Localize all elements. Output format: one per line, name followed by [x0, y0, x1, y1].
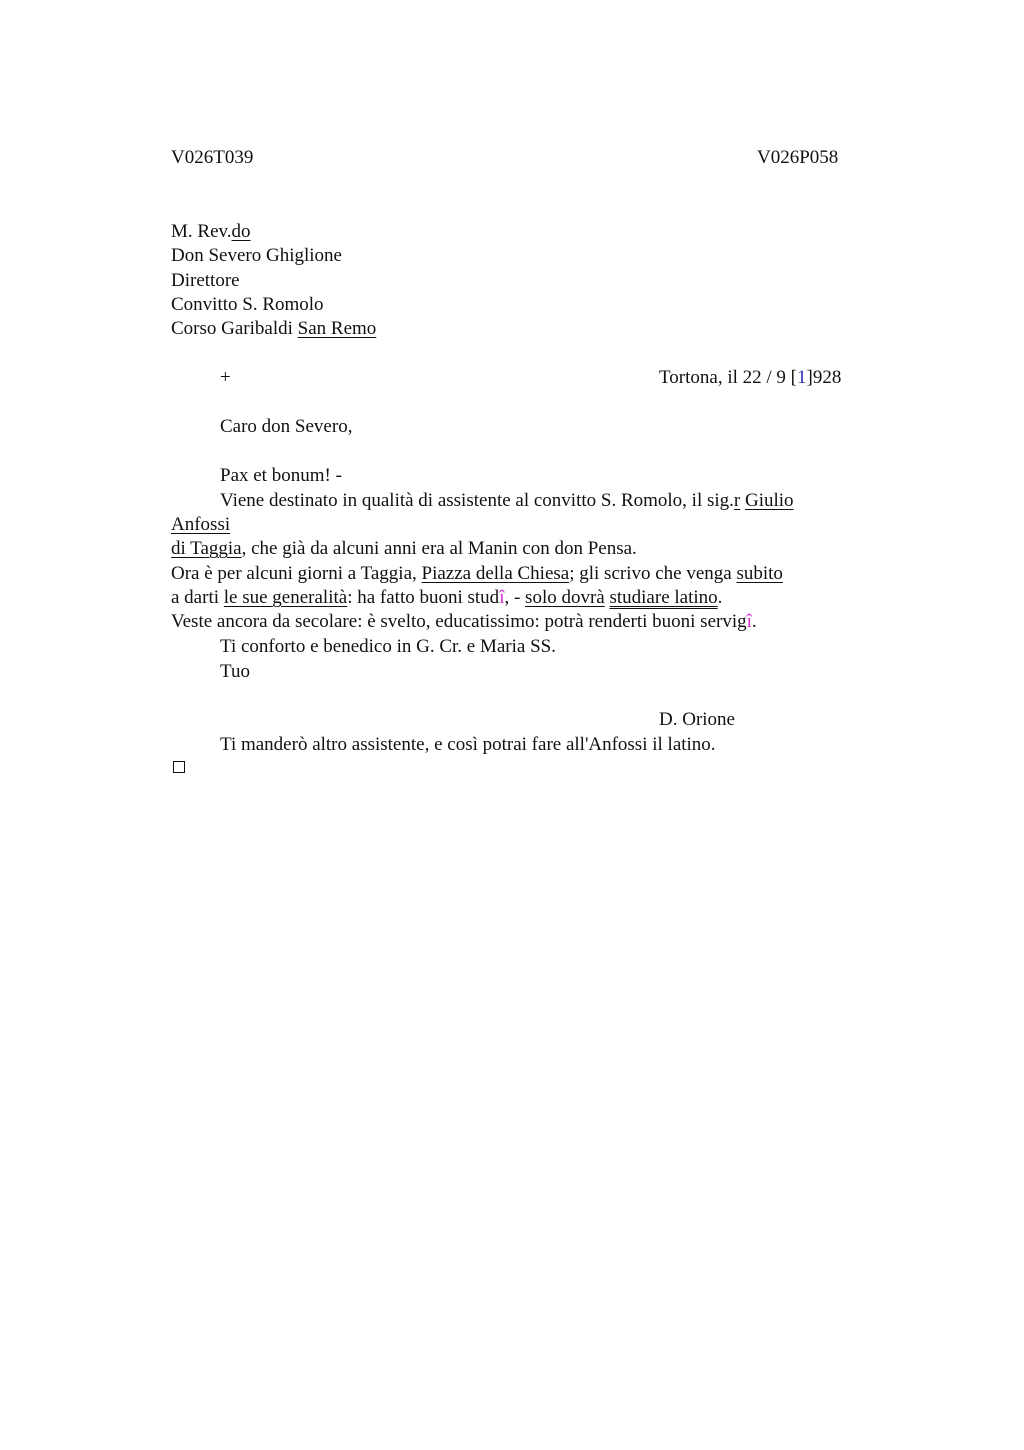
end-of-document-box [173, 761, 185, 773]
body-text: Viene destinato in qualità di assistente al convitto S. Romolo, il sig. [220, 490, 734, 511]
address-line-1 [171, 220, 251, 244]
editorial-mark: î [746, 611, 752, 632]
body-line-1 [220, 489, 794, 513]
date-place: Tortona, il 22 / 9 [659, 367, 791, 388]
address-line-5 [171, 317, 376, 341]
body-line-2 [171, 513, 230, 537]
person-surname: Anfossi [171, 514, 231, 535]
body-text: . [751, 611, 757, 632]
document-code-left: V026T039 [171, 147, 254, 168]
emphasis-solo-dovra: solo dovrà [525, 587, 605, 608]
address-city: San Remo [297, 318, 377, 339]
body-text: , che già da alcuni anni era al Manin con don Pensa. [241, 538, 637, 559]
emphasis-generalita: le sue generalità [223, 587, 348, 608]
address-place: Piazza della Chiesa [421, 563, 570, 584]
origin-place: di Taggia [171, 538, 242, 559]
address-line-2: Don Severo Ghiglione [171, 245, 342, 266]
address-line-3: Direttore [171, 270, 240, 291]
body-abbrev: r [733, 490, 741, 511]
date-bracket-close: ] [806, 367, 813, 388]
closing: Tuo [220, 661, 250, 682]
address-title-abbrev: do [231, 221, 251, 242]
body-line-6 [171, 610, 757, 634]
body-text: . [717, 587, 723, 608]
person-name: Giulio [745, 490, 794, 511]
body-line-7: Ti conforto e benedico in G. Cr. e Maria SS. [220, 636, 556, 657]
address-street: Corso Garibaldi [171, 318, 298, 339]
greeting: Caro don Severo, [220, 416, 353, 437]
address-title: M. Rev. [171, 221, 232, 242]
body-text: Veste ancora da secolare: è svelto, educatissimo: potrà renderti buoni servig [171, 611, 747, 632]
date-editorial-digit: 1 [796, 367, 807, 388]
date-year-rest: 928 [812, 367, 842, 388]
body-text: a darti [171, 587, 224, 608]
document-code-right: V026P058 [757, 147, 839, 168]
dateline [659, 366, 841, 390]
address-line-4: Convitto S. Romolo [171, 294, 324, 315]
date-bracket-open: [ [790, 367, 797, 388]
cross-mark: + [220, 367, 231, 388]
salute: Pax et bonum! - [220, 465, 342, 486]
postscript: Ti manderò altro assistente, e così potrai fare all'Anfossi il latino. [220, 734, 716, 755]
emphasis-studiare-latino: studiare latino [609, 587, 718, 608]
body-text: ; gli scrivo che venga [569, 563, 737, 584]
body-line-5 [171, 586, 722, 610]
body-line-4 [171, 562, 783, 586]
body-text: , - [504, 587, 526, 608]
body-line-3 [171, 537, 637, 561]
signature: D. Orione [659, 709, 735, 730]
body-text: : ha fatto buoni stud [347, 587, 500, 608]
editorial-mark: î [499, 587, 505, 608]
emphasis-subito: subito [736, 563, 783, 584]
body-text: Ora è per alcuni giorni a Taggia, [171, 563, 422, 584]
